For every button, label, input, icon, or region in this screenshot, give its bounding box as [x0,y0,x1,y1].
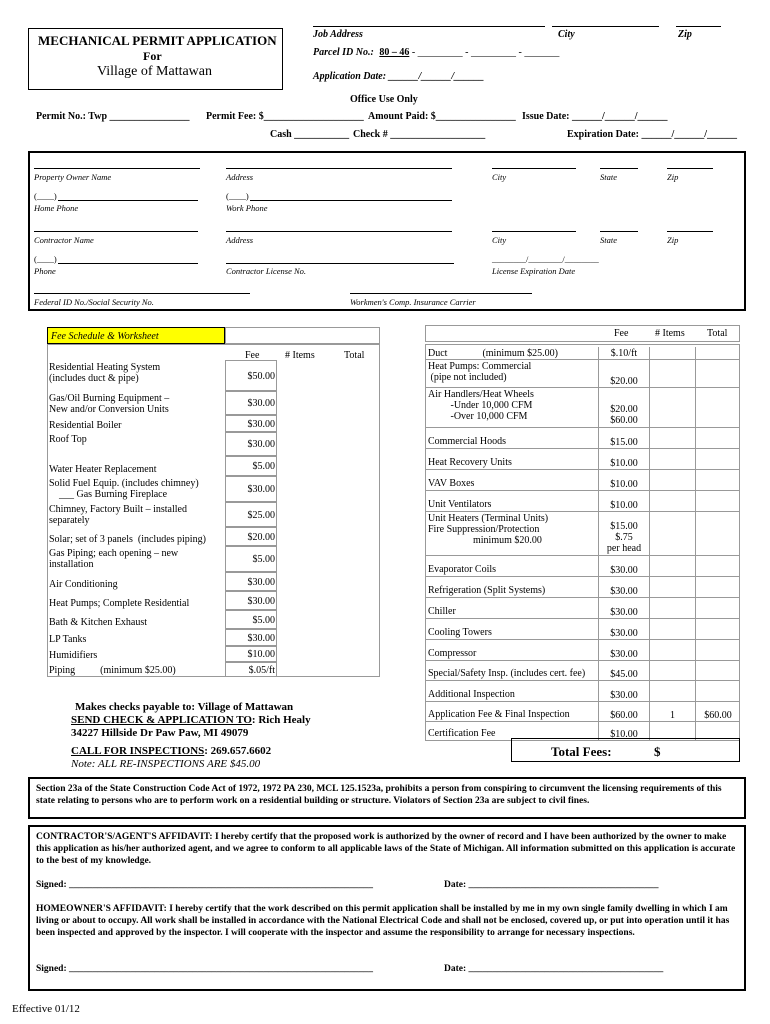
owner-zip-line[interactable] [667,168,713,169]
total-input[interactable] [696,619,740,640]
fee-item-label: LP Tanks [49,634,87,645]
contractor-state-line[interactable] [600,231,638,232]
table-row [425,449,740,470]
call-phone: : 269.657.6602 [204,745,272,757]
home-phone-label: Home Phone [34,203,79,213]
table-row [425,360,740,388]
total-input[interactable] [696,598,740,619]
table-row [425,556,740,577]
table-row [425,619,740,640]
total-fees-box [511,738,740,762]
contractor-affidavit: CONTRACTOR'S/AGENT'S AFFIDAVIT: I hereby certify that the proposed work is authorized by the owner of record and I have been authorized by the owner to make this application as his/her authorized agent, and we agree to conform to all applicable laws of the State of Michigan. All information submitted on this application is accurate to the best of my knowledge. [36,832,736,866]
permit-no[interactable]: Permit No.: Twp ________________ [36,111,190,122]
fee-amount: $30.00 [225,591,277,610]
call-inspections [71,745,271,757]
fee-amount: $30.00 [225,415,277,432]
fee-amount: $10.00 [598,470,650,491]
fee-amount: $10.00 [225,646,277,662]
total-input[interactable] [329,591,380,610]
fee-amount: $30.00 [225,572,277,591]
fee-item-label: Unit Heaters (Terminal Units) Fire Suppression/Protection minimum $20.00 [428,513,549,547]
total-input[interactable] [696,512,740,556]
items-input[interactable] [279,572,329,591]
owner-zip-label: Zip [667,172,679,182]
table-row [425,640,740,661]
workmens-comp-line[interactable] [350,293,532,294]
license-exp-prefix[interactable]: ________/________/________ [492,254,599,264]
items-input[interactable] [279,391,329,415]
fee-item-label: Evaporator Coils [428,564,497,575]
total-input[interactable] [696,428,740,449]
items-input[interactable] [650,360,696,388]
check-number[interactable]: Check # ___________________ [353,129,486,140]
items-input[interactable] [650,681,696,702]
fee-amount: $50.00 [225,360,277,391]
total-input[interactable] [329,610,380,629]
federal-id-label: Federal ID No./Social Security No. [34,297,154,307]
total-fees-label: Total Fees: [551,744,612,759]
contractor-zip-label: Zip [667,235,679,245]
signed-homeowner[interactable]: Signed: ________________________________________________________________ [36,964,373,974]
table-row [425,491,740,512]
fee-amount: $30.00 [598,577,650,598]
fee-amount: $.10/ft [598,347,650,360]
table-row [47,476,380,502]
total-input[interactable] [329,476,380,502]
parcel-rest: - _________ - _________ - _______ [411,47,560,58]
items-input[interactable] [650,428,696,449]
work-phone-prefix: (____) [226,191,249,201]
contractor-name-line[interactable] [34,231,198,232]
fee-amount: $30.00 [225,629,277,646]
property-owner-label: Property Owner Name [34,172,112,182]
table-row [47,546,380,572]
owner-city-label: City [492,172,507,182]
total-input[interactable] [696,491,740,512]
owner-address-label: Address [226,172,254,182]
job-address-line[interactable] [313,26,545,27]
fee-item-label: Air Handlers/Heat Wheels -Under 10,000 CFM -Over 10,000 CFM [428,389,534,423]
total-input[interactable]: $60.00 [704,710,732,721]
items-input[interactable] [650,577,696,598]
fee-amount: $30.00 [225,432,277,456]
fee-amount: $30.00 [225,391,277,415]
total-input[interactable] [329,415,380,432]
table-row [425,428,740,449]
table-row [47,456,380,476]
fee-item-label: Piping (minimum $25.00) [49,665,176,676]
fee-amount: $30.00 [598,619,650,640]
table-row [425,470,740,491]
fee-item-label: Heat Recovery Units [428,457,512,468]
fee-item-label: Gas Piping; each opening – new installation [49,548,179,571]
fee-item-label: Heat Pumps; Complete Residential [49,598,190,609]
fee-schedule-title: Fee Schedule & Worksheet [51,331,159,342]
job-zip-label: Zip [678,29,692,40]
contractor-address-label: Address [226,235,254,245]
owner-city-line[interactable] [492,168,576,169]
fee-amount: $20.00 [225,527,277,546]
total-input[interactable] [329,629,380,646]
total-input[interactable] [696,347,740,360]
left-col-total: Total [344,350,365,361]
left-col-fee: Fee [245,350,260,361]
parcel-value: 80 – 46 [379,47,410,58]
home-phone-prefix: (____) [34,191,57,201]
fee-item-label: Chimney, Factory Built – installed separately [49,504,187,527]
home-phone-line[interactable] [58,200,198,201]
job-zip-line[interactable] [676,26,721,27]
items-input[interactable] [279,502,329,527]
fee-amount: $25.00 [225,502,277,527]
fee-amount: $5.00 [225,456,277,476]
fee-item-label: Solar; set of 3 panels (includes piping) [49,534,206,545]
items-input[interactable] [279,662,329,677]
section23a-text: Section 23a of the State Construction Code Act of 1972, 1972 PA 230, MCL 125.1523a, prohibits a person from conspiring to circumvent the licensing requirements of this state relating to persons who are to perform work on a residential building or structure. Violators of Section 23a are subject to civil fines. [36,784,722,806]
work-phone-label: Work Phone [226,203,268,213]
table-row [47,432,380,456]
total-input[interactable] [329,646,380,662]
office-use-title: Office Use Only [350,94,418,105]
items-input[interactable]: 1 [650,702,696,722]
table-row [47,360,380,391]
effective-date: Effective 01/12 [12,1003,80,1015]
fee-item-label: Roof Top [49,434,87,445]
fee-item-label: Humidifiers [49,650,98,661]
items-input[interactable] [279,432,329,456]
total-input[interactable] [329,662,380,677]
total-input[interactable] [329,546,380,572]
items-input[interactable] [279,646,329,662]
right-col-total: Total [707,328,728,339]
fee-item-label: Solid Fuel Equip. (includes chimney) ___ Gas Burning Fireplace [49,478,199,501]
fee-amount: $60.00 [598,702,650,722]
right-fee-header [425,325,740,342]
total-input[interactable] [696,661,740,681]
items-input[interactable] [650,556,696,577]
total-input[interactable] [329,391,380,415]
fee-amount: $.05/ft [225,662,277,677]
fee-item-label: Compressor [428,648,477,659]
fee-item-label: Duct (minimum $25.00) [428,348,558,359]
fee-item-label: VAV Boxes [428,478,475,489]
fee-amount: $30.00 [598,598,650,619]
total-input[interactable] [329,432,380,456]
fee-amount: $5.00 [225,610,277,629]
items-input[interactable] [279,415,329,432]
fee-item-label: Application Fee & Final Inspection [428,709,570,720]
total-input[interactable] [696,470,740,491]
items-input[interactable] [650,598,696,619]
items-input[interactable] [279,610,329,629]
fee-item-label: Cooling Towers [428,627,492,638]
fee-amount: $10.00 [598,491,650,512]
fee-item-label: Unit Ventilators [428,499,492,510]
contractor-zip-line[interactable] [667,231,713,232]
expiration-date[interactable]: Expiration Date: ______/______/______ [567,129,737,140]
application-date[interactable]: Application Date: ______/______/______ [313,71,485,82]
fee-item-label: Air Conditioning [49,579,118,590]
table-row [425,347,740,360]
amount-paid[interactable]: Amount Paid: $________________ [368,111,516,122]
contractor-city-label: City [492,235,507,245]
table-row [47,591,380,610]
table-row [425,388,740,428]
send-address: 34227 Hillside Dr Paw Paw, MI 49079 [71,727,249,739]
fee-amount: $10.00 [598,449,650,470]
signed-contractor[interactable]: Signed: ________________________________________________________________ [36,880,373,890]
form-title: MECHANICAL PERMIT APPLICATION [38,33,277,48]
fee-item-label: Chiller [428,606,456,617]
fee-amount: $30.00 [598,556,650,577]
fee-amount: $15.00 [598,428,650,449]
fee-schedule-header-right [225,327,380,344]
total-input[interactable] [329,572,380,591]
fee-amount: $5.00 [225,546,277,572]
permit-fee[interactable]: Permit Fee: $____________________ [206,111,364,122]
contractor-address-line[interactable] [226,231,452,232]
village-name: Village of Mattawan [97,64,213,79]
fee-amount: $15.00 $.75 per head [598,512,650,556]
items-input[interactable] [650,491,696,512]
total-input[interactable] [696,360,740,388]
items-input[interactable] [279,456,329,476]
items-input[interactable] [650,388,696,428]
fee-item-label: Residential Boiler [49,420,122,431]
table-row [47,502,380,527]
total-input[interactable] [696,681,740,702]
fee-amount: $30.00 [598,681,650,702]
license-no-label: Contractor License No. [226,266,307,276]
total-input[interactable] [696,388,740,428]
fee-item-label: Bath & Kitchen Exhaust [49,617,148,628]
table-row [425,681,740,702]
items-input[interactable] [279,629,329,646]
send-to [71,714,311,726]
cash[interactable]: Cash ___________ [270,129,350,140]
contractor-city-line[interactable] [492,231,576,232]
total-input[interactable] [696,449,740,470]
fee-item-label: Refrigeration (Split Systems) [428,585,546,596]
items-input[interactable] [650,640,696,661]
date-contractor[interactable]: Date: ________________________________________ [444,880,659,890]
workmens-comp-label: Workmen's Comp. Insurance Carrier [350,297,476,307]
items-input[interactable] [650,619,696,640]
table-row [425,598,740,619]
fee-item-label: Water Heater Replacement [49,464,157,475]
fee-amount: $30.00 [598,640,650,661]
table-row [47,629,380,646]
parcel-id[interactable] [313,47,559,58]
items-input[interactable] [650,347,696,360]
total-input[interactable] [696,556,740,577]
fee-amount: $20.00 $60.00 [598,388,650,428]
phone-prefix: (____) [34,254,57,264]
fee-amount: $30.00 [225,476,277,502]
send-to-name: : Rich Healy [251,714,311,726]
table-row [47,527,380,546]
total-input[interactable] [696,640,740,661]
total-input[interactable] [329,502,380,527]
contractor-phone-line[interactable] [58,263,198,264]
fee-item-label: Heat Pumps: Commercial (pipe not included) [428,361,532,384]
items-input[interactable] [279,476,329,502]
job-address-label: Job Address [313,29,363,40]
items-input[interactable] [650,661,696,681]
fee-item-label: Certification Fee [428,728,496,739]
contractor-name-label: Contractor Name [34,235,94,245]
fee-item-label: Additional Inspection [428,689,515,700]
owner-name-line[interactable] [34,168,200,169]
job-city-label: City [558,29,575,40]
items-input[interactable] [279,546,329,572]
fee-amount: $10.00 [598,722,650,741]
items-input[interactable] [650,470,696,491]
fee-item-label: Commercial Hoods [428,436,507,447]
payable-to: Makes checks payable to: Village of Mattawan [75,701,294,713]
table-row [47,610,380,629]
parcel-label: Parcel ID No.: [313,47,374,58]
table-row [47,572,380,591]
homeowner-affidavit: HOMEOWNER'S AFFIDAVIT: I hereby certify that the work described on this permit application shall be installed by me in my own single family dwelling in which I am living or about to occupy. All work shall be installed in accordance with the National Electrical Code and shall not be enclosed, covered up, or put into operation until it has been inspected and approved by the inspector. I will cooperate with the inspector and assume the responsibility to arrange for necessary inspections. [36,904,730,938]
total-input[interactable] [329,527,380,546]
table-row [425,512,740,556]
owner-state-line[interactable] [600,168,638,169]
items-input[interactable] [650,512,696,556]
items-input[interactable] [279,527,329,546]
table-row [47,646,380,662]
form-title-for: For [143,49,162,63]
owner-address-line[interactable] [226,168,452,169]
left-col-items: # Items [285,350,315,361]
right-col-fee: Fee [614,328,629,339]
issue-date[interactable]: Issue Date: ______/______/______ [522,111,668,122]
fee-amount: $20.00 [598,360,650,388]
total-input[interactable] [329,360,380,391]
job-city-line[interactable] [552,26,659,27]
table-row [425,661,740,681]
fee-item-label: Residential Heating System (includes duct & pipe) [49,362,161,385]
table-row [425,702,740,722]
table-row [47,415,380,432]
fee-amount: $45.00 [598,661,650,681]
reinspection-note: Note: ALL RE-INSPECTIONS ARE $45.00 [71,758,261,770]
fee-item-label: Special/Safety Insp. (includes cert. fee) [428,668,586,679]
send-to-label: SEND CHECK & APPLICATION TO [71,714,252,726]
items-input[interactable] [279,591,329,610]
phone-label: Phone [34,266,56,276]
federal-id-line[interactable] [34,293,250,294]
total-fees-dollar[interactable]: $ [654,744,661,759]
total-input[interactable] [329,456,380,476]
work-phone-line[interactable] [250,200,452,201]
fee-item-label: Gas/Oil Burning Equipment – New and/or Conversion Units [49,393,170,416]
right-col-items: # Items [655,328,685,339]
total-input[interactable] [696,577,740,598]
owner-state-label: State [600,172,617,182]
call-label: CALL FOR INSPECTIONS [71,745,205,757]
date-homeowner[interactable]: Date: _________________________________________ [444,964,664,974]
items-input[interactable] [650,449,696,470]
table-row [47,391,380,415]
license-no-line[interactable] [226,263,454,264]
items-input[interactable] [279,360,329,391]
table-row [425,577,740,598]
contractor-state-label: State [600,235,617,245]
table-row [47,662,380,677]
license-exp-label: License Expiration Date [492,266,576,276]
